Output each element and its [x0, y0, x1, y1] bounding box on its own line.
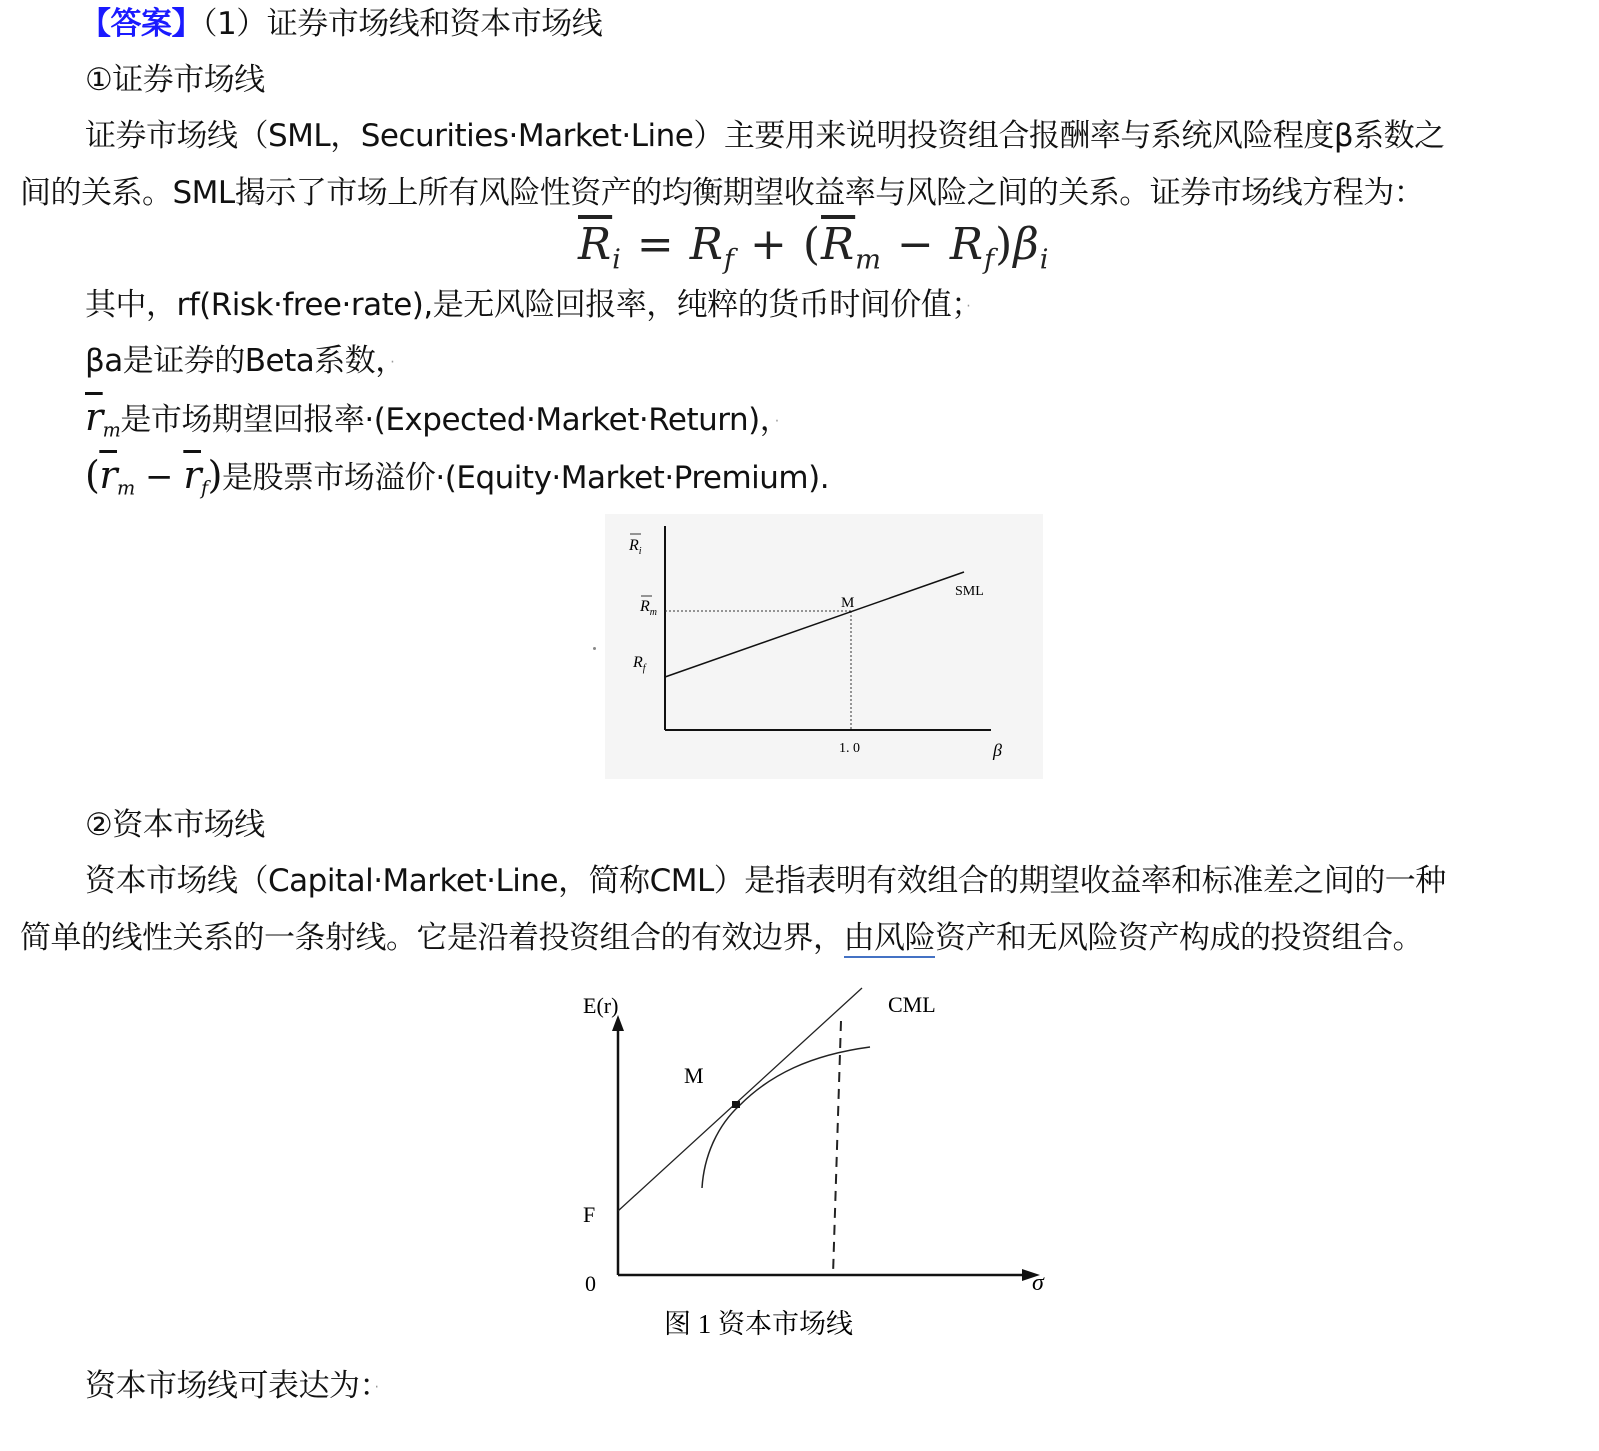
cml-paragraph-line1: 资本市场线（Capital·Market·Line，简称CML）是指表明有效组合的期望收益率和标准差之间的一种 [85, 863, 1446, 899]
answer-heading [80, 4, 602, 44]
definition-premium: $(\overline{r}_m - \overline{r}_f)$是股票市场溢价·(Equity·Market·Premium). [85, 453, 830, 500]
sml-paragraph-line1: 证券市场线（SML，Securities·Market·Line）主要用来说明投资组合报酬率与系统风险程度β系数之 [85, 118, 1445, 154]
cml-chart-svg [570, 985, 1070, 1345]
x-tick-label: 1. 0 [839, 741, 860, 756]
sml-section-title: ①证券市场线 [85, 62, 265, 98]
y-axis-label: E(r) [583, 993, 619, 1018]
x-axis-label: σ [1032, 1270, 1044, 1296]
sml-chart-svg [605, 514, 1043, 779]
figure-caption: 图 1 资本市场线 [664, 1309, 853, 1339]
f-label: F [583, 1202, 596, 1227]
sml-line-label: SML [955, 584, 984, 599]
cml-paragraph-line2: 简单的线性关系的一条射线。它是沿着投资组合的有效边界，由风险资产和无风险资产构成的投资组合。 [20, 920, 1423, 956]
definition-rf: 其中，rf(Risk·free·rate),是无风险回报率，纯粹的货币时间价值；· [85, 287, 971, 323]
sml-equation: $\overline{R}_i = R_f + (\overline{R}_m - R_f)\beta_i$ [578, 219, 1050, 276]
x-axis-label: β [993, 740, 1002, 760]
hyperlink-risk[interactable]: 由风险 [843, 920, 935, 956]
definition-rm: $\overline{r}_m$是市场期望回报率·(Expected·Market·Return)，· [85, 395, 779, 442]
cml-expression-intro: 资本市场线可表达为：· [85, 1368, 379, 1404]
cml-line-label: CML [888, 992, 936, 1017]
rf-label: $R_f$ [633, 654, 646, 674]
rm-label: $R_m$ [640, 598, 658, 618]
definition-beta: βa是证券的Beta系数，· [85, 343, 395, 379]
point-m-marker [732, 1101, 740, 1108]
answer-heading-text: （1）证券市场线和资本市场线 [202, 6, 603, 42]
stray-dot [593, 647, 596, 650]
point-m-label: M [841, 595, 855, 611]
cml-line [618, 988, 862, 1211]
dashed-reference-line [833, 1021, 841, 1275]
sml-paragraph-line2: 间的关系。SML揭示了市场上所有风险性资产的均衡期望收益率与风险之间的关系。证券市场线方程为： [20, 175, 1425, 211]
sml-chart [605, 514, 1043, 779]
point-m-label: M [684, 1063, 704, 1088]
answer-label: 【答案】 [80, 6, 202, 42]
sml-line [665, 572, 964, 677]
cml-chart [570, 985, 1070, 1345]
eq-ri: $\overline{R}$ [578, 219, 613, 270]
origin-label: 0 [585, 1271, 596, 1296]
efficient-frontier-curve [702, 1047, 870, 1188]
y-axis-label: $R_i$ [629, 537, 642, 557]
cml-section-title: ②资本市场线 [85, 807, 265, 843]
